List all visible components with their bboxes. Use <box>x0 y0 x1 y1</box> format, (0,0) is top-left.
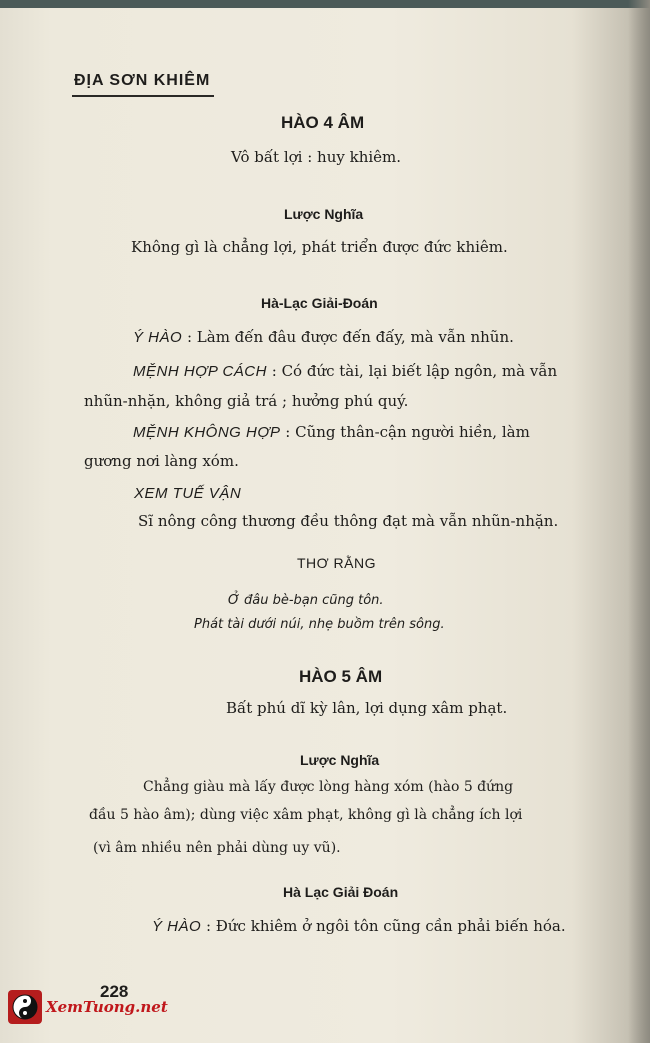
hao4-tho-rang: THƠ RẰNG <box>297 555 377 571</box>
hao5-text: Bất phú dĩ kỳ lân, lợi dụng xâm phạt. <box>226 699 508 717</box>
top-edge <box>0 0 650 8</box>
running-head-rule <box>72 95 214 97</box>
hao4-luoc-nghia-heading: Lược Nghĩa <box>284 206 364 222</box>
page-shadow <box>628 0 650 1043</box>
hao5-luoc-nghia-line2: đầu 5 hào âm); dùng việc xâm phạt, không gì là chẳng ích lợi <box>89 807 523 823</box>
menh-hop-label: MỆNH HỢP CÁCH <box>133 363 267 380</box>
hao5-y-hao-text: : Đức khiêm ở ngôi tôn cũng cần phải biến hóa. <box>205 917 566 935</box>
hao4-menh-hop-line2: nhũn-nhặn, không giả trá ; hưởng phú quý. <box>84 392 409 410</box>
watermark-logo <box>8 990 168 1024</box>
hao5-title: HÀO 5 ÂM <box>299 667 383 686</box>
hao4-menh-hop-line1 <box>133 362 557 380</box>
hao4-menh-khong-line2: gương nơi làng xóm. <box>84 452 239 470</box>
hao5-y-hao-label: Ý HÀO <box>152 918 202 935</box>
hao5-y-hao-line <box>152 917 566 935</box>
hao4-poem-line2: Phát tài dưới núi, nhẹ buồm trên sông. <box>194 617 445 632</box>
hao5-ha-lac-heading: Hà Lạc Giải Đoán <box>283 884 399 900</box>
hao5-luoc-nghia-line3: (vì âm nhiều nên phải dùng uy vũ). <box>93 840 341 856</box>
hao4-text: Vô bất lợi : huy khiêm. <box>231 148 402 166</box>
page-number: 228 <box>100 982 129 1001</box>
hao4-ha-lac-heading: Hà-Lạc Giải-Đoán <box>261 295 378 311</box>
hao4-xem-tue-label: XEM TUẾ VẬN <box>134 485 242 502</box>
hao4-poem-line1: Ở đâu bè-bạn cũng tôn. <box>228 593 384 608</box>
hao4-y-hao-line <box>133 328 514 346</box>
hao5-luoc-nghia-line1: Chẳng giàu mà lấy được lòng hàng xóm (hào 5 đứng <box>143 779 514 795</box>
hao5-luoc-nghia-heading: Lược Nghĩa <box>300 752 380 768</box>
hao4-title: HÀO 4 ÂM <box>281 113 365 132</box>
menh-khong-text1: : Cũng thân-cận người hiền, làm <box>285 423 530 441</box>
hao4-xem-tue-text: Sĩ nông công thương đều thông đạt mà vẫn nhũn-nhặn. <box>138 512 559 530</box>
menh-hop-text1: : Có đức tài, lại biết lập ngôn, mà vẫn <box>271 362 558 380</box>
y-hao-label: Ý HÀO <box>133 329 183 346</box>
running-head: ĐỊA SƠN KHIÊM <box>74 72 211 89</box>
y-hao-text: : Làm đến đâu được đến đấy, mà vẫn nhũn. <box>186 328 514 346</box>
hao4-menh-khong-line1 <box>133 423 530 441</box>
hao4-luoc-nghia-text: Không gì là chẳng lợi, phát triển được đức khiêm. <box>131 238 508 256</box>
yin-yang-icon <box>8 990 42 1024</box>
watermark-text: XemTuong.net <box>46 998 168 1016</box>
menh-khong-label: MỆNH KHÔNG HỢP <box>133 424 281 441</box>
